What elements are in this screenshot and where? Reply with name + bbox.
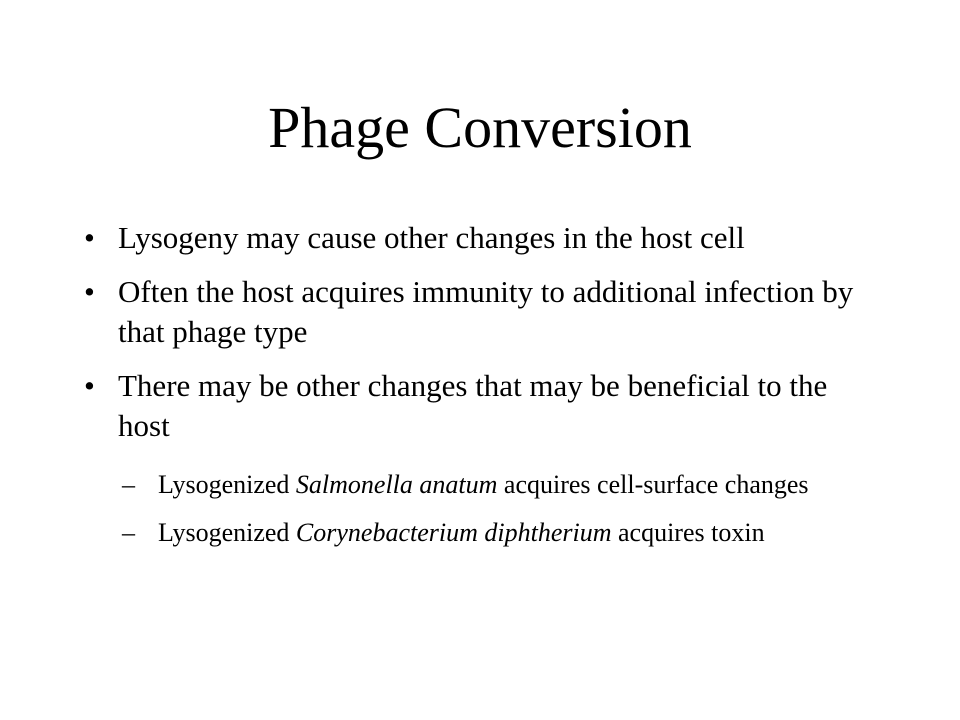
bullet-item [84, 218, 884, 258]
bullet-text: There may be other changes that may be beneficial to the host [118, 368, 828, 443]
sub-bullet-list [122, 468, 862, 564]
sub-bullet-item [122, 468, 862, 502]
sub-bullet-text-post: acquires toxin [611, 518, 765, 547]
sub-bullet-text-post: acquires cell-surface changes [497, 470, 809, 499]
bullet-item [84, 272, 884, 352]
bullet-text: Lysogeny may cause other changes in the host cell [118, 220, 745, 255]
bullet-text: Often the host acquires immunity to additional infection by that phage type [118, 274, 854, 349]
sub-bullet-text-pre: Lysogenized [158, 470, 296, 499]
bullet-list [84, 218, 884, 460]
sub-bullet-item [122, 516, 862, 550]
organism-name: Salmonella anatum [295, 470, 498, 499]
slide-title: Phage Conversion [268, 95, 692, 160]
organism-name: Corynebacterium diphtherium [295, 518, 612, 547]
bullet-item [84, 366, 884, 446]
bullet-marker: • [84, 368, 95, 403]
sub-bullet-marker: – [122, 518, 135, 547]
bullet-marker: • [84, 220, 95, 255]
bullet-marker: • [84, 274, 95, 309]
sub-bullet-text-pre: Lysogenized [158, 518, 296, 547]
sub-bullet-marker: – [122, 470, 135, 499]
